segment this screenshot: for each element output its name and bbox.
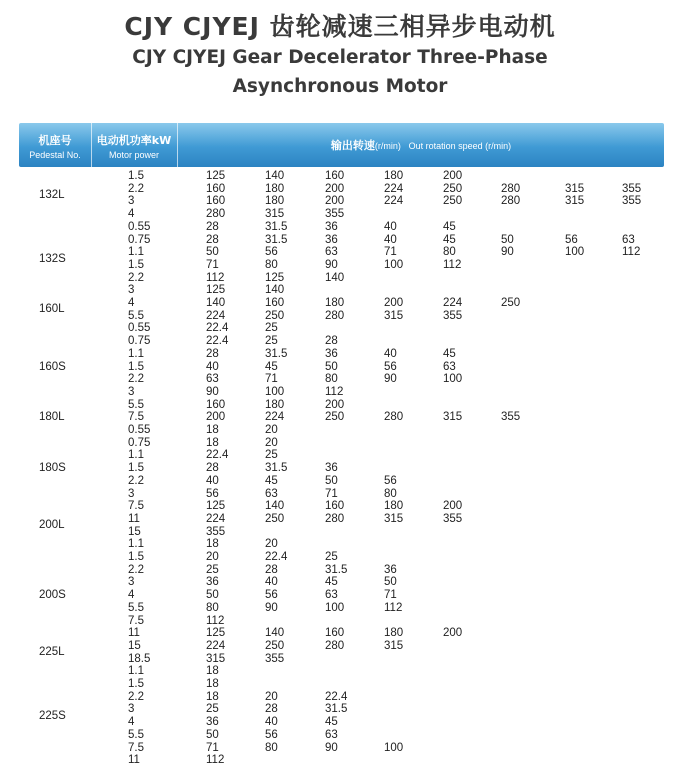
speed-cell: 31.5	[265, 462, 288, 475]
speed-cell: 140	[265, 284, 285, 297]
speed-cell: 160	[325, 500, 345, 513]
speed-cell: 250	[443, 182, 463, 195]
speed-cell: 36	[206, 716, 219, 729]
speed-cell: 63	[622, 233, 635, 246]
motor-power-cell: 4	[128, 589, 135, 602]
speed-cell: 36	[325, 220, 338, 233]
speed-cell: 20	[265, 424, 278, 436]
speed-cell: 80	[265, 258, 278, 271]
speed-cell: 140	[265, 500, 285, 513]
speed-cell: 36	[325, 347, 338, 360]
speed-cell: 18	[206, 436, 219, 449]
speed-cell: 18	[206, 424, 219, 436]
motor-power-cell: 18.5	[128, 652, 151, 665]
speed-cell: 50	[206, 589, 219, 602]
motor-power-cell: 1.5	[128, 170, 144, 182]
speed-cell: 315	[565, 182, 585, 195]
speed-cell: 100	[384, 258, 404, 271]
speed-cell: 36	[384, 563, 397, 576]
speed-cell: 160	[265, 297, 285, 309]
speed-cell: 80	[206, 601, 219, 614]
speed-cell: 63	[265, 487, 278, 500]
speed-cell: 280	[501, 182, 521, 195]
header-power-zh: 电动机功率kW	[96, 134, 172, 147]
motor-power-cell: 5.5	[128, 309, 144, 322]
speed-cell: 45	[325, 716, 338, 729]
motor-power-cell: 1.5	[128, 551, 144, 563]
header-speed-zh: 输出转速	[330, 139, 375, 152]
speed-cell: 25	[265, 322, 278, 335]
motor-power-cell: 7.5	[128, 500, 144, 513]
title-chinese: CJY CJYEJ 齿轮减速三相异步电动机	[124, 12, 556, 41]
speed-cell: 45	[265, 474, 278, 487]
pedestal-label: 180L	[39, 411, 65, 424]
speed-cell: 22.4	[206, 335, 229, 348]
motor-power-cell: 2.2	[128, 690, 144, 703]
speed-cell: 90	[265, 601, 278, 614]
speed-cell: 200	[206, 411, 226, 424]
speed-cell: 31.5	[325, 563, 348, 576]
speed-cell: 140	[325, 271, 345, 284]
speed-cell: 200	[443, 627, 463, 640]
speed-cell: 28	[206, 233, 219, 246]
speed-cell: 280	[501, 195, 521, 208]
speed-cell: 25	[206, 563, 219, 576]
speed-cell: 36	[325, 462, 338, 475]
motor-power-cell: 0.55	[128, 322, 151, 335]
pedestal-label: 225S	[39, 709, 66, 722]
speed-cell: 250	[501, 297, 521, 309]
motor-power-cell: 2.2	[128, 373, 144, 386]
motor-power-cell: 4	[128, 716, 135, 729]
speed-cell: 45	[443, 220, 456, 233]
speed-cell: 180	[384, 170, 404, 182]
speed-cell: 280	[206, 208, 226, 221]
speed-cell: 315	[565, 195, 585, 208]
pedestal-label: 132S	[39, 252, 66, 265]
motor-power-cell: 1.5	[128, 462, 144, 475]
speed-cell: 200	[325, 195, 345, 208]
motor-power-cell: 11	[128, 512, 140, 525]
speed-cell: 18	[206, 690, 219, 703]
motor-power-cell: 5.5	[128, 728, 144, 741]
speed-cell: 355	[325, 208, 345, 221]
speed-cell: 28	[325, 335, 338, 348]
speed-cell: 63	[443, 360, 456, 373]
speed-cell: 80	[384, 487, 397, 500]
speed-cell: 200	[443, 500, 463, 513]
speed-cell: 315	[384, 512, 404, 525]
speed-cell: 50	[325, 474, 338, 487]
motor-power-cell: 5.5	[128, 398, 144, 411]
speed-cell: 80	[265, 741, 278, 754]
motor-power-cell: 0.75	[128, 335, 151, 348]
motor-power-cell: 11	[128, 627, 140, 640]
speed-cell: 355	[622, 182, 642, 195]
speed-cell: 90	[384, 373, 397, 386]
pedestal-label: 225L	[39, 646, 65, 659]
motor-power-cell: 3	[128, 487, 135, 500]
speed-cell: 40	[206, 360, 219, 373]
motor-power-cell: 2.2	[128, 271, 144, 284]
speed-cell: 315	[384, 639, 404, 652]
header-pedestal	[19, 123, 92, 167]
speed-cell: 28	[206, 462, 219, 475]
speed-cell: 22.4	[265, 551, 288, 563]
speed-cell: 160	[325, 170, 345, 182]
speed-cell: 100	[265, 385, 285, 398]
speed-cell: 71	[265, 373, 278, 386]
speed-cell: 125	[206, 170, 226, 182]
motor-power-cell: 1.5	[128, 678, 144, 690]
speed-cell: 180	[265, 398, 285, 411]
speed-cell: 355	[622, 195, 642, 208]
speed-cell: 355	[206, 525, 226, 538]
speed-cell: 28	[206, 347, 219, 360]
speed-cell: 250	[265, 512, 285, 525]
speed-cell: 31.5	[325, 703, 348, 716]
motor-power-cell: 3	[128, 195, 135, 208]
speed-cell: 280	[325, 512, 345, 525]
speed-cell: 50	[384, 576, 397, 589]
motor-power-cell: 0.55	[128, 424, 151, 436]
speed-cell: 50	[206, 246, 219, 259]
speed-cell: 22.4	[325, 690, 348, 703]
header-speed-en: Out rotation speed (r/min)	[408, 141, 512, 151]
speed-cell: 160	[325, 627, 345, 640]
speed-cell: 112	[622, 246, 641, 259]
speed-cell: 160	[206, 195, 226, 208]
speed-cell: 112	[206, 614, 225, 627]
speed-cell: 20	[206, 551, 219, 563]
speed-cell: 200	[325, 398, 345, 411]
speed-cell: 40	[384, 220, 397, 233]
speed-cell: 56	[265, 728, 278, 741]
header-speed	[178, 123, 664, 167]
speed-cell: 71	[206, 741, 219, 754]
motor-power-cell: 7.5	[128, 614, 144, 627]
speed-cell: 71	[206, 258, 219, 271]
speed-cell: 125	[206, 500, 226, 513]
speed-cell: 224	[265, 411, 285, 424]
speed-cell: 63	[325, 728, 338, 741]
header-power	[91, 123, 178, 167]
speed-cell: 71	[325, 487, 338, 500]
speed-cell: 112	[325, 385, 344, 398]
motor-power-cell: 3	[128, 576, 135, 589]
speed-cell: 20	[265, 436, 278, 449]
speed-cell: 315	[265, 208, 285, 221]
header-speed-unit: (r/min)	[374, 141, 401, 151]
speed-cell: 280	[384, 411, 404, 424]
speed-cell: 315	[443, 411, 463, 424]
pedestal-label: 200S	[39, 589, 66, 602]
motor-power-cell: 15	[128, 525, 141, 538]
motor-power-cell: 15	[128, 639, 141, 652]
speed-cell: 315	[384, 309, 404, 322]
pedestal-label: 180S	[39, 462, 66, 475]
speed-cell: 50	[325, 360, 338, 373]
speed-cell: 25	[265, 449, 278, 462]
speed-cell: 160	[206, 398, 226, 411]
speed-cell: 125	[206, 627, 226, 640]
speed-cell: 125	[265, 271, 285, 284]
speed-cell: 31.5	[265, 220, 288, 233]
speed-cell: 31.5	[265, 233, 288, 246]
speed-cell: 20	[265, 538, 278, 551]
speed-cell: 90	[206, 385, 219, 398]
speed-cell: 355	[501, 411, 521, 424]
speed-cell: 45	[443, 233, 456, 246]
header-pedestal-en: Pedestal No.	[29, 150, 81, 160]
motor-power-cell: 2.2	[128, 563, 144, 576]
motor-power-cell: 1.1	[128, 538, 144, 551]
speed-cell: 250	[443, 195, 463, 208]
speed-cell: 280	[325, 309, 345, 322]
motor-power-cell: 1.5	[128, 258, 144, 271]
speed-cell: 50	[501, 233, 514, 246]
speed-cell: 180	[265, 182, 285, 195]
speed-cell: 63	[206, 373, 219, 386]
speed-cell: 180	[325, 297, 345, 309]
speed-cell: 56	[265, 246, 278, 259]
speed-cell: 40	[265, 716, 278, 729]
speed-cell: 40	[206, 474, 219, 487]
speed-cell: 112	[206, 754, 225, 767]
pedestal-label: 200L	[39, 519, 65, 532]
motor-power-cell: 4	[128, 208, 135, 221]
speed-cell: 355	[443, 309, 463, 322]
speed-cell: 180	[384, 627, 404, 640]
speed-cell: 18	[206, 538, 219, 551]
speed-cell: 315	[206, 652, 226, 665]
speed-cell: 224	[384, 195, 404, 208]
motor-power-cell: 11	[128, 754, 140, 767]
speed-cell: 224	[206, 639, 226, 652]
speed-cell: 63	[325, 246, 338, 259]
motor-power-cell: 2.2	[128, 474, 144, 487]
speed-cell: 71	[384, 589, 397, 602]
motor-power-cell: 0.75	[128, 233, 151, 246]
speed-cell: 25	[206, 703, 219, 716]
title-english-line2: Asynchronous Motor	[232, 76, 448, 97]
speed-cell: 355	[265, 652, 285, 665]
motor-power-cell: 1.1	[128, 347, 144, 360]
speed-cell: 140	[265, 627, 285, 640]
speed-cell: 40	[384, 233, 397, 246]
speed-cell: 80	[325, 373, 338, 386]
speed-cell: 180	[265, 195, 285, 208]
speed-cell: 22.4	[206, 449, 229, 462]
speed-cell: 224	[206, 512, 226, 525]
motor-power-cell: 1.5	[128, 360, 144, 373]
speed-cell: 100	[443, 373, 463, 386]
speed-cell: 100	[384, 741, 404, 754]
pedestal-label: 132L	[39, 189, 65, 202]
speed-cell: 56	[384, 360, 397, 373]
speed-cell: 90	[325, 258, 338, 271]
motor-power-cell: 4	[128, 297, 135, 309]
speed-cell: 140	[265, 170, 285, 182]
speed-cell: 90	[501, 246, 514, 259]
title-english-line1: CJY CJYEJ Gear Decelerator Three-Phase	[132, 47, 548, 68]
speed-cell: 56	[265, 589, 278, 602]
speed-cell: 20	[265, 690, 278, 703]
speed-cell: 25	[265, 335, 278, 348]
pedestal-label: 160L	[39, 303, 65, 316]
speed-cell: 25	[325, 551, 338, 563]
motor-power-cell: 1.1	[128, 665, 144, 678]
speed-cell: 28	[265, 563, 278, 576]
speed-cell: 71	[384, 246, 397, 259]
speed-cell: 90	[325, 741, 338, 754]
speed-cell: 80	[443, 246, 456, 259]
speed-cell: 280	[325, 639, 345, 652]
speed-cell: 31.5	[265, 347, 288, 360]
speed-cell: 100	[325, 601, 345, 614]
speed-cell: 45	[443, 347, 456, 360]
motor-power-cell: 7.5	[128, 741, 144, 754]
speed-cell: 18	[206, 678, 219, 690]
speed-cell: 40	[384, 347, 397, 360]
header-power-en: Motor power	[108, 150, 160, 160]
speed-cell: 40	[265, 576, 278, 589]
table-header	[19, 123, 664, 167]
motor-power-cell: 0.55	[128, 220, 151, 233]
motor-power-cell: 3	[128, 284, 135, 297]
motor-power-cell: 7.5	[128, 411, 144, 424]
speed-cell: 180	[384, 500, 404, 513]
motor-power-cell: 2.2	[128, 182, 144, 195]
speed-cell: 22.4	[206, 322, 229, 335]
speed-cell: 160	[206, 182, 226, 195]
motor-power-cell: 5.5	[128, 601, 144, 614]
speed-cell: 112	[206, 271, 225, 284]
pedestal-label: 160S	[39, 360, 66, 373]
speed-cell: 36	[325, 233, 338, 246]
speed-cell: 36	[206, 576, 219, 589]
speed-cell: 100	[565, 246, 585, 259]
speed-cell: 56	[206, 487, 219, 500]
speed-cell: 140	[206, 297, 226, 309]
speed-cell: 200	[384, 297, 404, 309]
speed-cell: 63	[325, 589, 338, 602]
speed-cell: 355	[443, 512, 463, 525]
speed-cell: 224	[443, 297, 463, 309]
speed-cell: 112	[443, 258, 462, 271]
speed-cell: 125	[206, 284, 226, 297]
speed-cell: 224	[206, 309, 226, 322]
speed-cell: 56	[384, 474, 397, 487]
motor-power-cell: 1.1	[128, 246, 144, 259]
speed-cell: 28	[206, 220, 219, 233]
speed-cell: 250	[265, 639, 285, 652]
speed-cell: 200	[443, 170, 463, 182]
speed-cell: 200	[325, 182, 345, 195]
speed-cell: 45	[325, 576, 338, 589]
speed-cell: 18	[206, 665, 219, 678]
speed-cell: 50	[206, 728, 219, 741]
speed-cell: 112	[384, 601, 403, 614]
speed-cell: 250	[325, 411, 345, 424]
speed-cell: 56	[565, 233, 578, 246]
speed-cell: 250	[265, 309, 285, 322]
motor-power-cell: 1.1	[128, 449, 144, 462]
motor-power-cell: 3	[128, 385, 135, 398]
speed-cell: 45	[265, 360, 278, 373]
motor-power-cell: 0.75	[128, 436, 151, 449]
header-pedestal-zh: 机座号	[38, 134, 72, 147]
motor-power-cell: 3	[128, 703, 135, 716]
speed-cell: 28	[265, 703, 278, 716]
speed-cell: 224	[384, 182, 404, 195]
